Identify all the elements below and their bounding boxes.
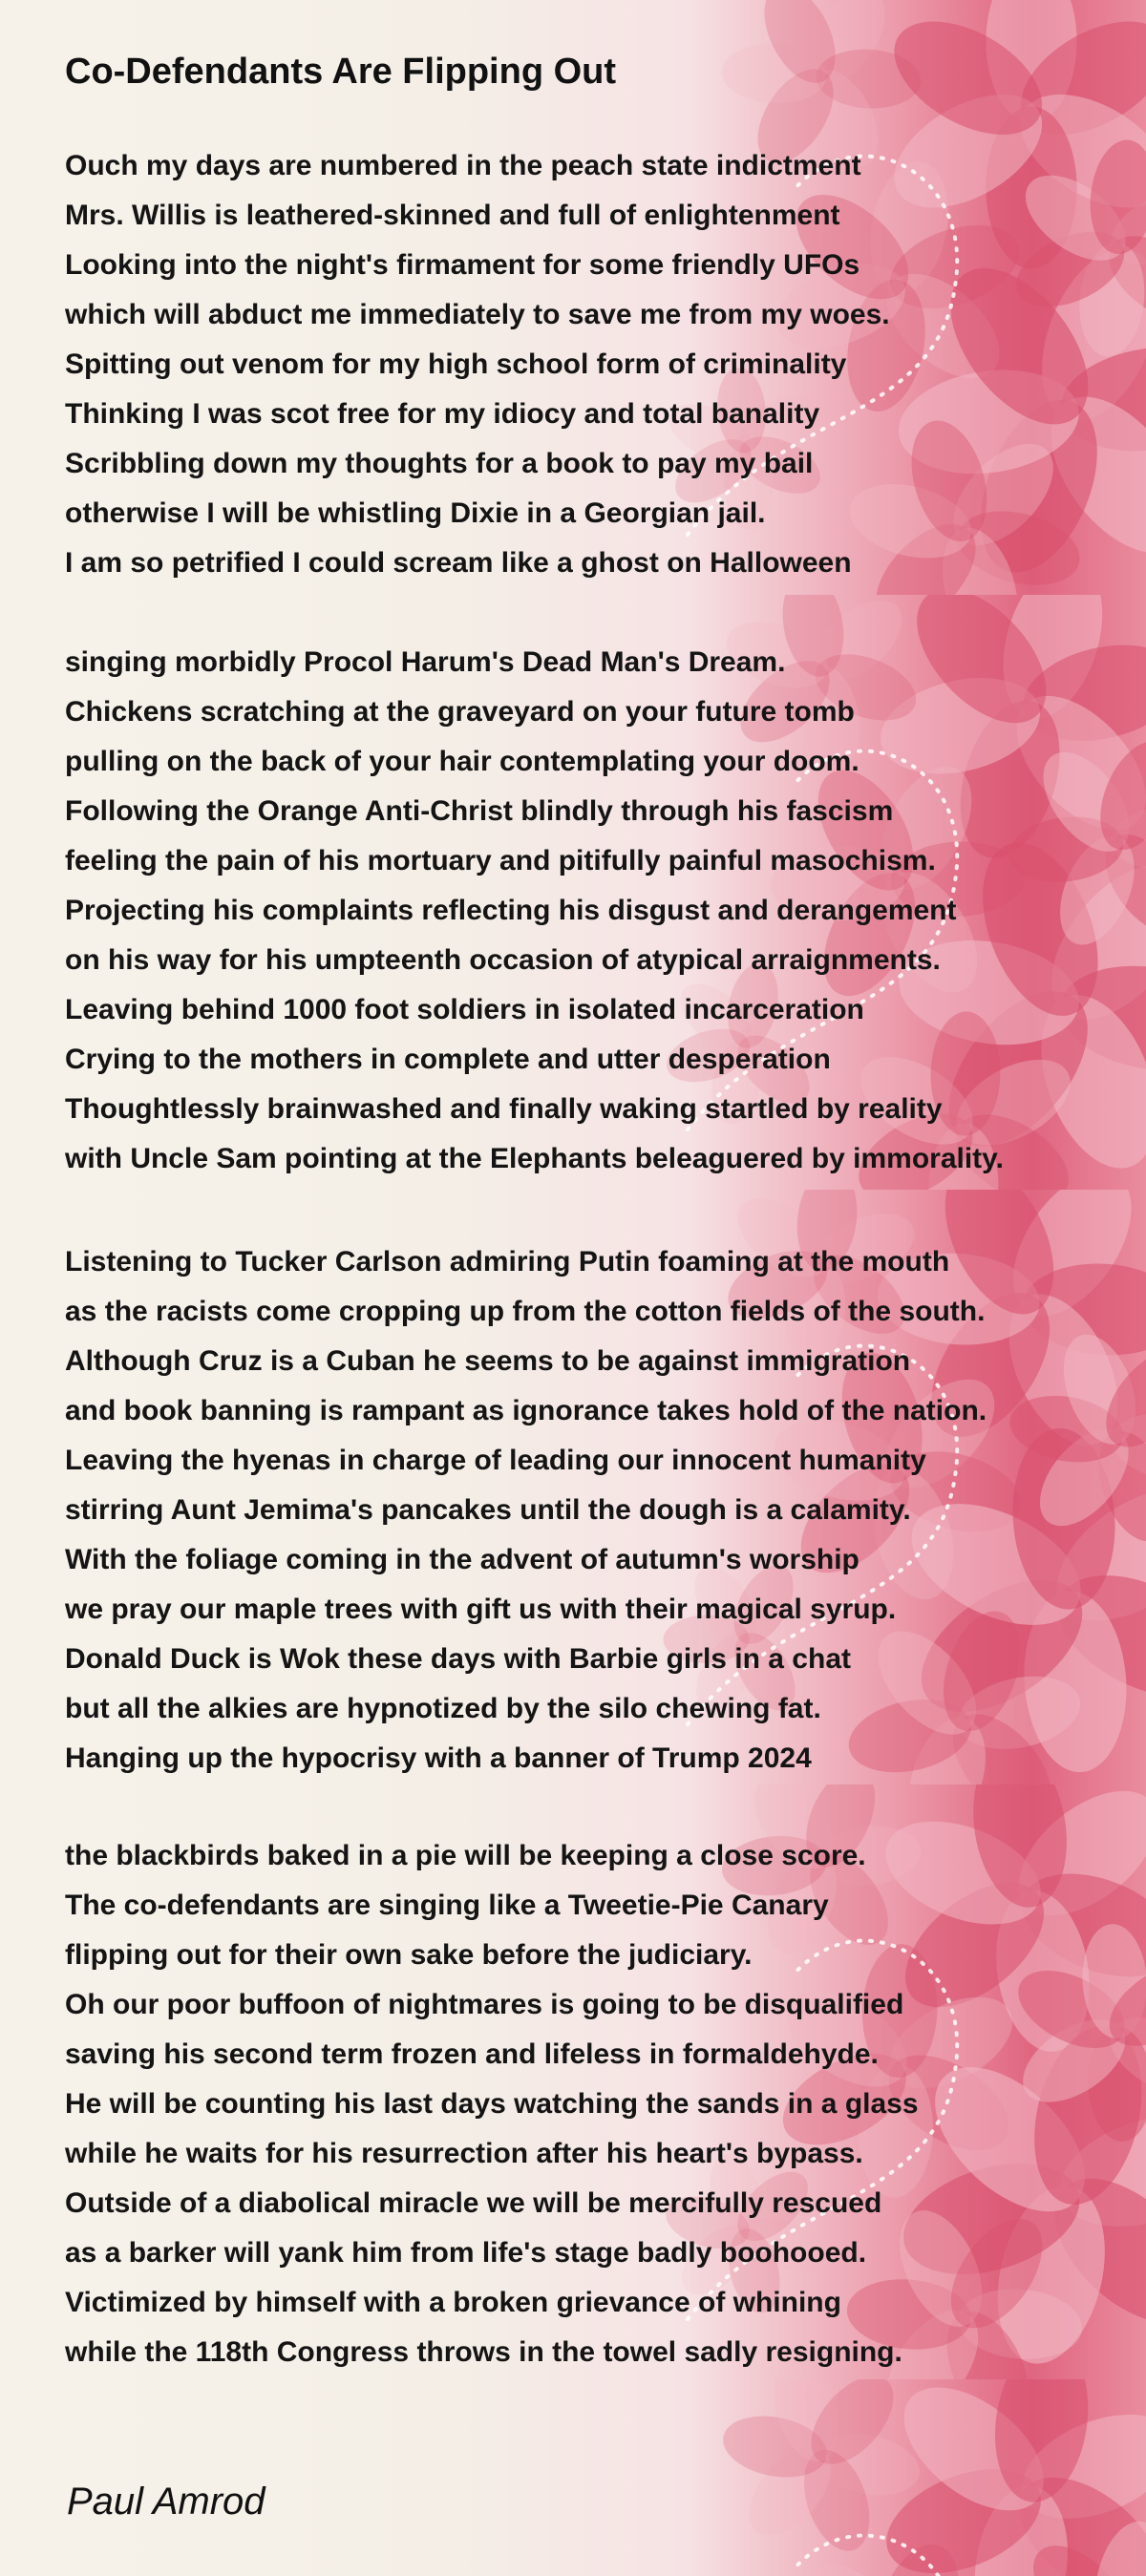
poem-line: Ouch my days are numbered in the peach state indictment: [65, 150, 861, 181]
stanza: [65, 1237, 1125, 1784]
poem-line: Oh our poor buffoon of nightmares is going to be disqualified: [65, 1989, 904, 2020]
poem-line: otherwise I will be whistling Dixie in a Georgian jail.: [65, 497, 766, 529]
stanza: [65, 638, 1125, 1184]
poem-line: singing morbidly Procol Harum's Dead Man's Dream.: [65, 646, 786, 678]
poem-line: Mrs. Willis is leathered-skinned and full of enlightenment: [65, 200, 840, 231]
poem-line: Leaving behind 1000 foot soldiers in isolated incarceration: [65, 994, 864, 1025]
poem-line: with Uncle Sam pointing at the Elephants beleaguered by immorality.: [65, 1143, 1004, 1174]
stanza: [65, 141, 1125, 588]
poem-line: and book banning is rampant as ignorance takes hold of the nation.: [65, 1395, 987, 1426]
poem-line: as the racists come cropping up from the cotton fields of the south.: [65, 1296, 986, 1327]
poem-line: feeling the pain of his mortuary and pitifully painful masochism.: [65, 845, 936, 876]
poem-line: on his way for his umpteenth occasion of atypical arraignments.: [65, 944, 941, 976]
poem-line: while he waits for his resurrection after his heart's bypass.: [65, 2138, 863, 2169]
poem-line: I am so petrified I could scream like a ghost on Halloween: [65, 547, 852, 579]
poem-line: which will abduct me immediately to save me from my woes.: [65, 299, 890, 330]
poem-line: Listening to Tucker Carlson admiring Putin foaming at the mouth: [65, 1246, 950, 1277]
poem-line: He will be counting his last days watching the sands in a glass: [65, 2088, 919, 2120]
poem-line: the blackbirds baked in a pie will be keeping a close score.: [65, 1840, 866, 1871]
poem-author: Paul Amrod: [67, 2481, 265, 2523]
poem-line: Scribbling down my thoughts for a book to pay my bail: [65, 448, 814, 479]
poem-line: Victimized by himself with a broken grievance of whining: [65, 2287, 841, 2318]
stanza: [65, 1831, 1125, 2377]
poem-line: pulling on the back of your hair contemplating your doom.: [65, 746, 860, 777]
poem-line: Following the Orange Anti-Christ blindly through his fascism: [65, 795, 894, 827]
poem-line: we pray our maple trees with gift us with their magical syrup.: [65, 1594, 897, 1625]
poem-line: saving his second term frozen and lifeless in formaldehyde.: [65, 2038, 879, 2070]
poem-line: as a barker will yank him from life's stage badly boohooed.: [65, 2237, 867, 2269]
poem-line: stirring Aunt Jemima's pancakes until the dough is a calamity.: [65, 1494, 911, 1526]
poem-line: Leaving the hyenas in charge of leading our innocent humanity: [65, 1445, 926, 1476]
poem-line: Thoughtlessly brainwashed and finally waking startled by reality: [65, 1093, 943, 1125]
poem-line: Hanging up the hypocrisy with a banner of Trump 2024: [65, 1742, 812, 1774]
poem-line: flipping out for their own sake before the judiciary.: [65, 1939, 753, 1971]
poem-line: Crying to the mothers in complete and utter desperation: [65, 1044, 831, 1075]
poem-line: Chickens scratching at the graveyard on your future tomb: [65, 696, 855, 728]
poem-line: Outside of a diabolical miracle we will be mercifully rescued: [65, 2187, 882, 2219]
poem-line: Spitting out venom for my high school form of criminality: [65, 348, 847, 380]
poem-line: With the foliage coming in the advent of autumn's worship: [65, 1544, 860, 1575]
poem-line: Donald Duck is Wok these days with Barbie girls in a chat: [65, 1643, 851, 1675]
poem-title: Co-Defendants Are Flipping Out: [65, 52, 617, 92]
poem-line: Thinking I was scot free for my idiocy and total banality: [65, 398, 820, 430]
poem-line: Although Cruz is a Cuban he seems to be against immigration: [65, 1345, 911, 1377]
poem-line: but all the alkies are hypnotized by the silo chewing fat.: [65, 1693, 821, 1724]
poem-line: The co-defendants are singing like a Tweetie-Pie Canary: [65, 1890, 829, 1921]
poem-line: while the 118th Congress throws in the towel sadly resigning.: [65, 2336, 902, 2368]
poem-line: Projecting his complaints reflecting his disgust and derangement: [65, 895, 957, 926]
poem-line: Looking into the night's firmament for some friendly UFOs: [65, 249, 860, 281]
